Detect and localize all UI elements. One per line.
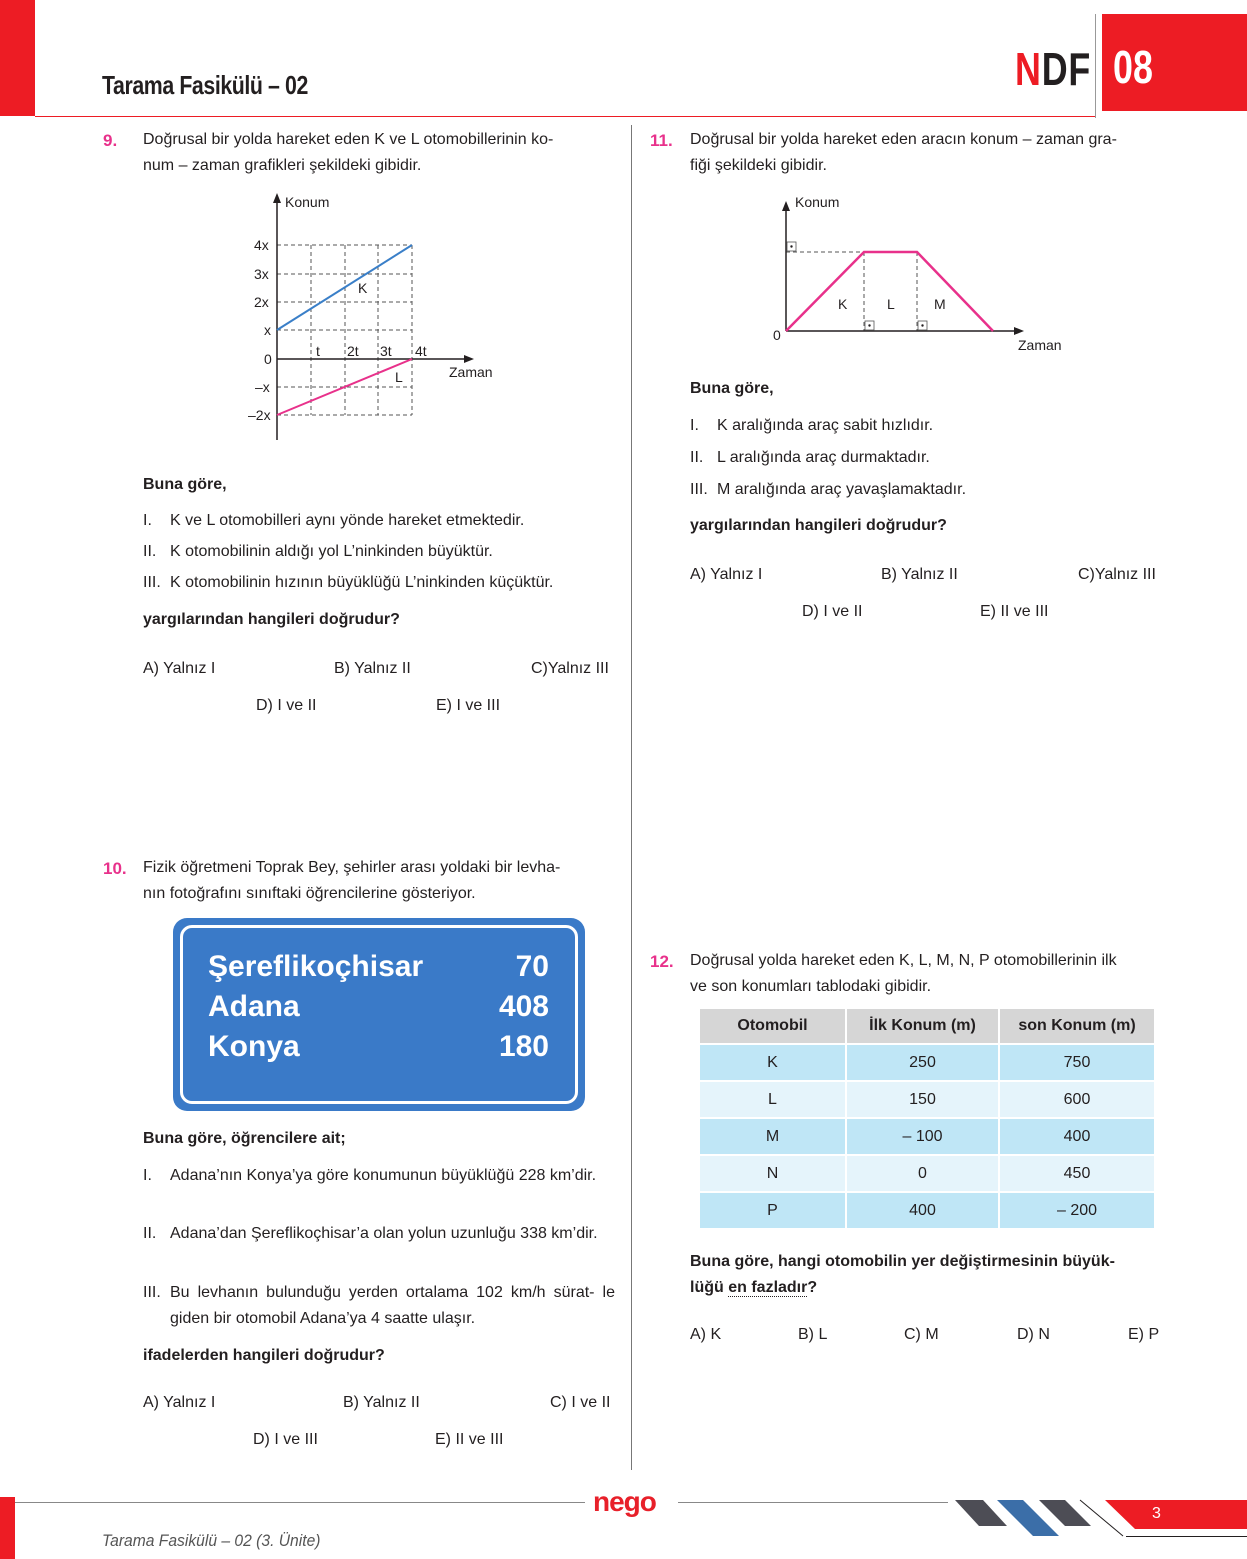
q11-segment-label-k: K	[838, 296, 848, 312]
table-header-row	[700, 1009, 1154, 1043]
item-text: K ve L otomobilleri aynı yönde hareket etmektedir.	[170, 512, 525, 529]
q10-option-e[interactable]: E) II ve III	[435, 1431, 504, 1448]
prompt-text: lüğü	[690, 1279, 729, 1296]
q12-option-c[interactable]: C) M	[904, 1326, 939, 1343]
sign-city: Konya	[208, 1030, 300, 1063]
stem-line: num – zaman grafikleri şekildeki gibidir.	[143, 157, 422, 174]
stem-line: nın fotoğrafını sınıftaki öğrencilerine gösteriyor.	[143, 885, 476, 902]
prompt-text: ?	[807, 1279, 818, 1296]
question-11-prompt: yargılarından hangileri doğrudur?	[690, 517, 947, 534]
q11-segment-label-l: L	[887, 296, 895, 312]
stem-line: Fizik öğretmeni Toprak Bey, şehirler arası yoldaki bir levha-	[143, 859, 561, 876]
table-cell: L	[700, 1082, 845, 1117]
q9-option-b[interactable]: B) Yalnız II	[334, 660, 411, 677]
question-11-lead: Buna göre,	[690, 380, 774, 397]
brand-separator	[1095, 14, 1096, 118]
q11-x-axis-label: Zaman	[1018, 337, 1062, 353]
q9-ytick: 4x	[254, 237, 269, 253]
q9-ytick: x	[264, 322, 271, 338]
footer-rule-left	[15, 1502, 585, 1503]
table-cell: 0	[847, 1156, 998, 1191]
q11-origin-label: 0	[773, 327, 781, 343]
item-text: Adana’dan Şereflikoçhisar’a olan yolun uzunluğu 338 km’dir.	[170, 1225, 598, 1242]
brand-number: 08	[1113, 41, 1153, 93]
stem-line: Doğrusal bir yolda hareket eden aracın konum – zaman gra-	[690, 131, 1117, 148]
table-header: Otomobil	[700, 1009, 845, 1043]
item-numeral: II.	[143, 543, 157, 560]
q11-segment-label-m: M	[934, 296, 946, 312]
column-divider	[631, 125, 632, 1470]
q9-line-label-k: K	[358, 280, 368, 296]
prompt-line: Buna göre, hangi otomobilin yer değiştirmesinin büyük-	[690, 1253, 1115, 1270]
q12-option-e[interactable]: E) P	[1128, 1326, 1160, 1343]
stem-line: ve son konumları tablodaki gibidir.	[690, 978, 932, 995]
brand-n: N	[1015, 43, 1042, 95]
question-10-lead: Buna göre, öğrencilere ait;	[143, 1130, 346, 1147]
brand-df: DF	[1041, 43, 1092, 95]
table-row	[700, 1082, 1154, 1117]
q11-option-b[interactable]: B) Yalnız II	[881, 566, 958, 583]
header-accent-bar	[0, 0, 35, 116]
page-title: Tarama Fasikülü – 02	[102, 70, 308, 100]
q9-line-label-l: L	[395, 369, 403, 385]
question-12-number: 12.	[650, 952, 674, 971]
table-row	[700, 1045, 1154, 1080]
stem-line: Doğrusal bir yolda hareket eden K ve L otomobillerinin ko-	[143, 131, 554, 148]
sign-city: Şereflikoçhisar	[208, 950, 424, 983]
table-cell: N	[700, 1156, 845, 1191]
q9-ytick: 2x	[254, 294, 269, 310]
item-text: Bu levhanın bulunduğu yerden ortalama 102 km/h sürat- le giden bir otomobil Adana’ya 4 saatte ulaşır.	[170, 1284, 615, 1327]
q9-option-a[interactable]: A) Yalnız I	[143, 660, 216, 677]
q9-xtick: 4t	[415, 343, 427, 359]
q10-option-d[interactable]: D) I ve III	[253, 1431, 318, 1448]
q11-y-axis-label: Konum	[795, 194, 840, 210]
q12-option-b[interactable]: B) L	[798, 1326, 828, 1343]
page-number-rule	[1126, 1536, 1247, 1537]
q9-xtick: t	[316, 343, 320, 359]
sign-city: Adana	[208, 990, 300, 1023]
sign-distance: 180	[498, 1030, 549, 1063]
positions-table	[698, 1007, 1156, 1230]
question-9-stem	[143, 127, 621, 179]
header-rule	[35, 116, 1095, 117]
item-text: K otomobilinin hızının büyüklüğü L’ninkinden küçüktür.	[170, 574, 554, 591]
q9-xtick: 2t	[347, 343, 359, 359]
table-row	[700, 1193, 1154, 1228]
question-10-prompt: ifadelerden hangileri doğrudur?	[143, 1347, 385, 1364]
q9-option-c[interactable]: C)Yalnız III	[531, 660, 609, 677]
table-cell: M	[700, 1119, 845, 1154]
q9-option-d[interactable]: D) I ve II	[256, 697, 317, 714]
stem-line: Doğrusal yolda hareket eden K, L, M, N, P otomobillerinin ilk	[690, 952, 1117, 969]
q12-option-d[interactable]: D) N	[1017, 1326, 1050, 1343]
question-11-stem	[690, 127, 1168, 179]
publisher-logo: nego	[593, 1486, 656, 1517]
table-header: İlk Konum (m)	[847, 1009, 998, 1043]
road-sign	[173, 918, 585, 1111]
item-numeral: II.	[690, 449, 704, 466]
item-text: M aralığında araç yavaşlamaktadır.	[717, 481, 967, 498]
question-10-stem	[143, 855, 621, 907]
prompt-line	[690, 1275, 1168, 1301]
item-text: Adana’nın Konya’ya göre konumunun büyüklüğü 228 km’dir.	[170, 1167, 597, 1184]
q10-option-a[interactable]: A) Yalnız I	[143, 1394, 216, 1411]
question-9-number: 9.	[103, 131, 118, 150]
q9-ytick: –2x	[248, 407, 271, 423]
q10-option-c[interactable]: C) I ve II	[550, 1394, 611, 1411]
q11-option-a[interactable]: A) Yalnız I	[690, 566, 763, 583]
table-cell: K	[700, 1045, 845, 1080]
footer-accent-bar	[0, 1497, 15, 1559]
brand-logo	[1015, 42, 1091, 96]
question-12-stem	[690, 948, 1168, 1000]
item-numeral: I.	[143, 512, 152, 529]
table-row	[700, 1156, 1154, 1191]
q11-position-time-chart	[760, 185, 1080, 360]
q10-option-b[interactable]: B) Yalnız II	[343, 1394, 420, 1411]
item-numeral: III.	[143, 574, 161, 591]
table-cell: 450	[1000, 1156, 1154, 1191]
table-cell: P	[700, 1193, 845, 1228]
question-9-lead: Buna göre,	[143, 476, 227, 493]
table-row	[700, 1119, 1154, 1154]
table-cell: – 200	[1000, 1193, 1154, 1228]
table-header: son Konum (m)	[1000, 1009, 1154, 1043]
q9-ytick: 3x	[254, 266, 269, 282]
item-text: L aralığında araç durmaktadır.	[717, 449, 930, 466]
q9-chart-svg	[240, 185, 510, 450]
q9-ytick: 0	[264, 351, 272, 367]
question-11-number: 11.	[650, 131, 673, 150]
table-cell: 600	[1000, 1082, 1154, 1117]
item-text: K aralığında araç sabit hızlıdır.	[717, 417, 934, 434]
question-9-prompt: yargılarından hangileri doğrudur?	[143, 611, 400, 628]
prompt-emphasis: en fazladır	[728, 1279, 808, 1296]
stem-line: fiği şekildeki gibidir.	[690, 157, 827, 174]
table-cell: 750	[1000, 1045, 1154, 1080]
q9-option-e[interactable]: E) I ve III	[436, 697, 501, 714]
table-cell: 400	[847, 1193, 998, 1228]
question-10-number: 10.	[103, 859, 127, 878]
q11-option-d[interactable]: D) I ve II	[802, 603, 863, 620]
footer-title: Tarama Fasikülü – 02 (3. Ünite)	[102, 1531, 321, 1550]
q9-ytick: –x	[255, 379, 270, 395]
q11-chart-svg	[760, 185, 1080, 360]
table-cell: 250	[847, 1045, 998, 1080]
q9-x-axis-label: Zaman	[449, 364, 493, 380]
sign-distance: 408	[498, 990, 549, 1023]
table-cell: 150	[847, 1082, 998, 1117]
q11-option-c[interactable]: C)Yalnız III	[1078, 566, 1156, 583]
item-text: K otomobilinin aldığı yol L’ninkinden büyüktür.	[170, 543, 493, 560]
footer-rule-right	[678, 1502, 948, 1503]
item-numeral: III.	[690, 481, 708, 498]
item-numeral: III.	[143, 1284, 161, 1301]
question-12-prompt	[690, 1249, 1168, 1301]
sign-distance: 70	[515, 950, 549, 983]
q12-option-a[interactable]: A) K	[690, 1326, 722, 1343]
table-cell: – 100	[847, 1119, 998, 1154]
table-cell: 400	[1000, 1119, 1154, 1154]
q9-xtick: 3t	[380, 343, 392, 359]
item-numeral: I.	[143, 1167, 152, 1184]
q9-y-axis-label: Konum	[285, 194, 330, 210]
item-numeral: II.	[143, 1225, 157, 1242]
q11-option-e[interactable]: E) II ve III	[980, 603, 1049, 620]
page-number: 3	[1152, 1505, 1161, 1522]
item-numeral: I.	[690, 417, 699, 434]
q9-position-time-chart	[240, 185, 510, 450]
